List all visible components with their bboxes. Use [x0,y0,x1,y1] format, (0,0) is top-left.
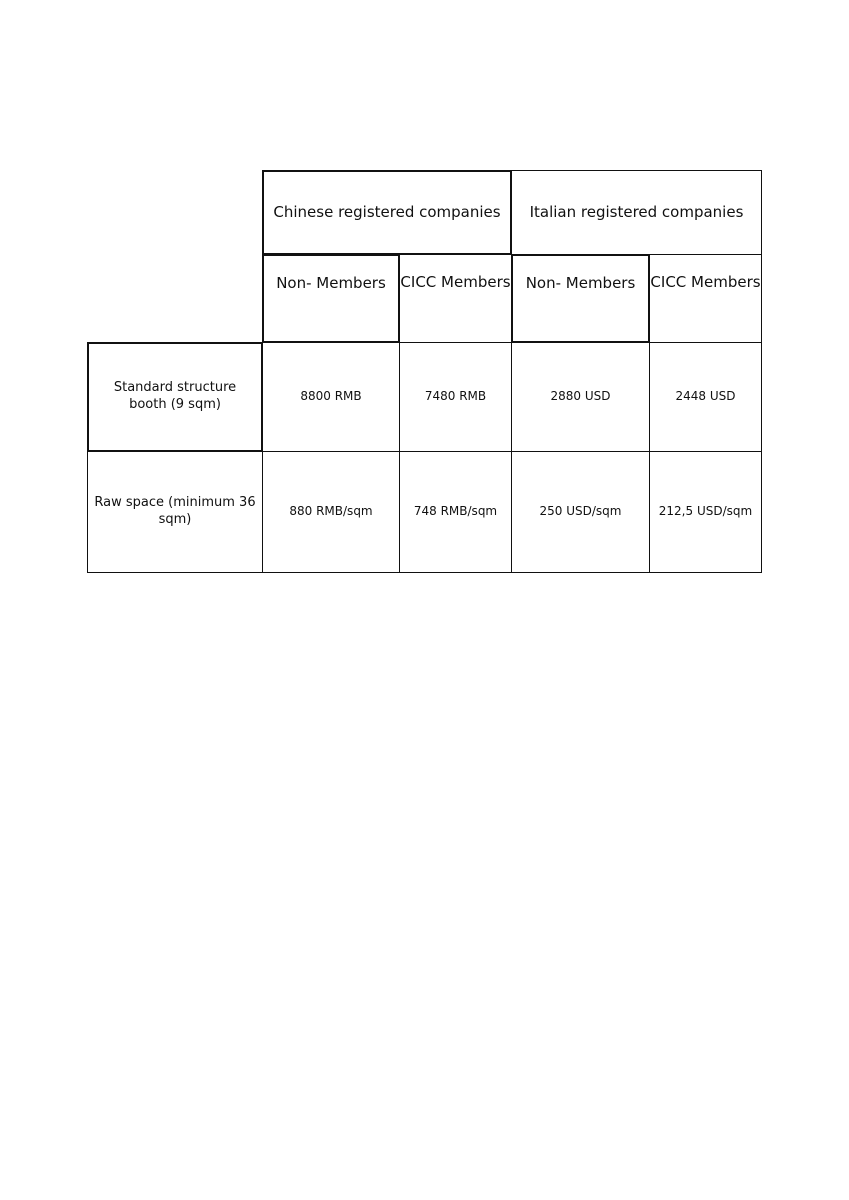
row-label-standard-booth: Standard structure booth (9 sqm) [87,342,263,452]
table-cell: 880 RMB/sqm [262,451,400,573]
table-cell: 8800 RMB [262,342,400,452]
table-cell: 250 USD/sqm [511,451,650,573]
sub-header-chinese-cicc-members: CICC Members [399,254,512,343]
table-cell: 212,5 USD/sqm [649,451,762,573]
sub-header-italian-cicc-members: CICC Members [649,254,762,343]
row-label-raw-space: Raw space (minimum 36 sqm) [87,451,263,573]
table-cell: 2448 USD [649,342,762,452]
pricing-table [87,170,762,573]
table-cell: 2880 USD [511,342,650,452]
table-cell: 748 RMB/sqm [399,451,512,573]
sub-header-italian-non-members: Non- Members [511,254,650,343]
sub-header-chinese-non-members: Non- Members [262,254,400,343]
table-cell: 7480 RMB [399,342,512,452]
group-header-italian: Italian registered companies [511,170,762,255]
group-header-chinese: Chinese registered companies [262,170,512,255]
